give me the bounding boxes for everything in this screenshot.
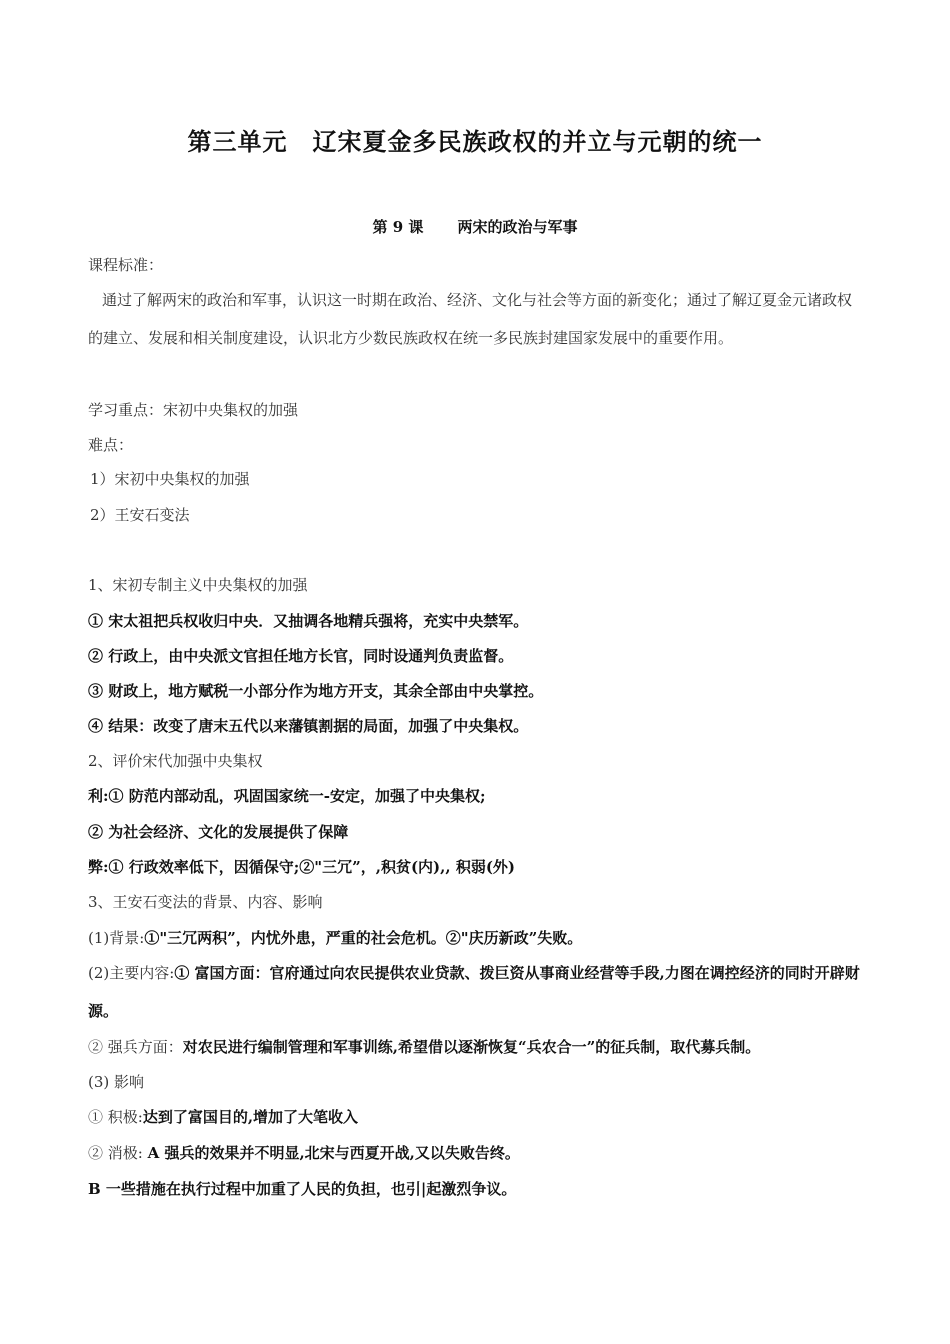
background-text: ①"三冗两积”，内忧外患，严重的社会危机。②"庆历新政”失败。 bbox=[144, 929, 583, 947]
negative-text: A 强兵的效果并不明显,北宋与西夏开战,又以失败告终。 bbox=[147, 1144, 520, 1162]
army-label: ② 强兵方面： bbox=[88, 1038, 183, 1056]
positive-label: ① 积极: bbox=[88, 1108, 143, 1126]
difficulty-item-1: 1）宋初中央集权的加强 bbox=[90, 470, 250, 488]
content-text: ① 富国方面：官府通过向农民提供农业贷款、拨巨资从事商业经营等手段,力图在调控经济的同时开辟财源。 bbox=[88, 964, 860, 1020]
section2-pro-1: 利:① 防范内部动乱，巩固国家统一-安定，加强了中央集权; bbox=[88, 787, 486, 805]
lesson-title bbox=[0, 216, 950, 237]
section3-negative bbox=[88, 1143, 862, 1163]
section3-content bbox=[88, 954, 862, 1030]
standard-label: 课程标准： bbox=[88, 256, 164, 274]
background-label: (1)背景: bbox=[88, 929, 145, 947]
section3-negative-2: B 一些措施在执行过程中加重了人民的负担，也引|起激烈争议。 bbox=[88, 1180, 517, 1198]
section1-point-3: ③ 财政上，地方赋税一小部分作为地方开支，其余全部由中央掌控。 bbox=[88, 682, 544, 700]
section1-point-4: ④ 结果：改变了唐末五代以来藩镇割据的局面，加强了中央集权。 bbox=[88, 717, 529, 735]
standard-text: 通过了解两宋的政治和军事，认识这一时期在政治、经济、文化与社会等方面的新变化；通过了解辽夏金元诸政权的建立、发展和相关制度建设，认识北方少数民族政权在统一多民族封建国家发展中的重要作用。 bbox=[88, 291, 853, 347]
section2-con: 弊:① 行政效率低下，因循保守;②"三冗”，,积贫(内),, 积弱(外) bbox=[88, 858, 516, 876]
section2-pro-2: ② 为社会经济、文化的发展提供了保障 bbox=[88, 823, 349, 841]
lesson-name: 两宋的政治与军事 bbox=[457, 218, 578, 236]
section3-positive bbox=[88, 1107, 862, 1127]
content-label: (2)主要内容: bbox=[88, 964, 175, 982]
lesson-number: 第 9 课 bbox=[372, 218, 424, 236]
unit-title: 第三单元 辽宋夏金多民族政权的并立与元朝的统一 bbox=[187, 128, 763, 156]
negative-label: ② 消极: bbox=[88, 1144, 148, 1162]
army-text: 对农民进行编制管理和军事训练,希望借以逐渐恢复“兵农合一”的征兵制，取代募兵制。 bbox=[182, 1038, 761, 1056]
difficulty-label: 难点： bbox=[88, 436, 134, 454]
section1-point-1: ① 宋太祖把兵权收归中央．又抽调各地精兵强将，充实中央禁军。 bbox=[88, 612, 529, 630]
difficulty-item-2: 2）王安石变法 bbox=[90, 506, 190, 524]
section2-heading: 2、评价宋代加强中央集权 bbox=[88, 752, 263, 770]
section3-heading: 3、王安石变法的背景、内容、影响 bbox=[88, 893, 323, 911]
section3-army bbox=[88, 1037, 862, 1057]
section1-heading: 1、宋初专制主义中央集权的加强 bbox=[88, 576, 308, 594]
section3-background bbox=[88, 928, 862, 948]
positive-text: 达到了富国目的,增加了大笔收入 bbox=[142, 1108, 359, 1126]
section3-impact-label: (3) 影响 bbox=[88, 1073, 145, 1091]
section1-point-2: ② 行政上，由中央派文官担任地方长官，同时设通判负责监督。 bbox=[88, 647, 514, 665]
focus-line: 学习重点：宋初中央集权的加强 bbox=[88, 401, 299, 419]
